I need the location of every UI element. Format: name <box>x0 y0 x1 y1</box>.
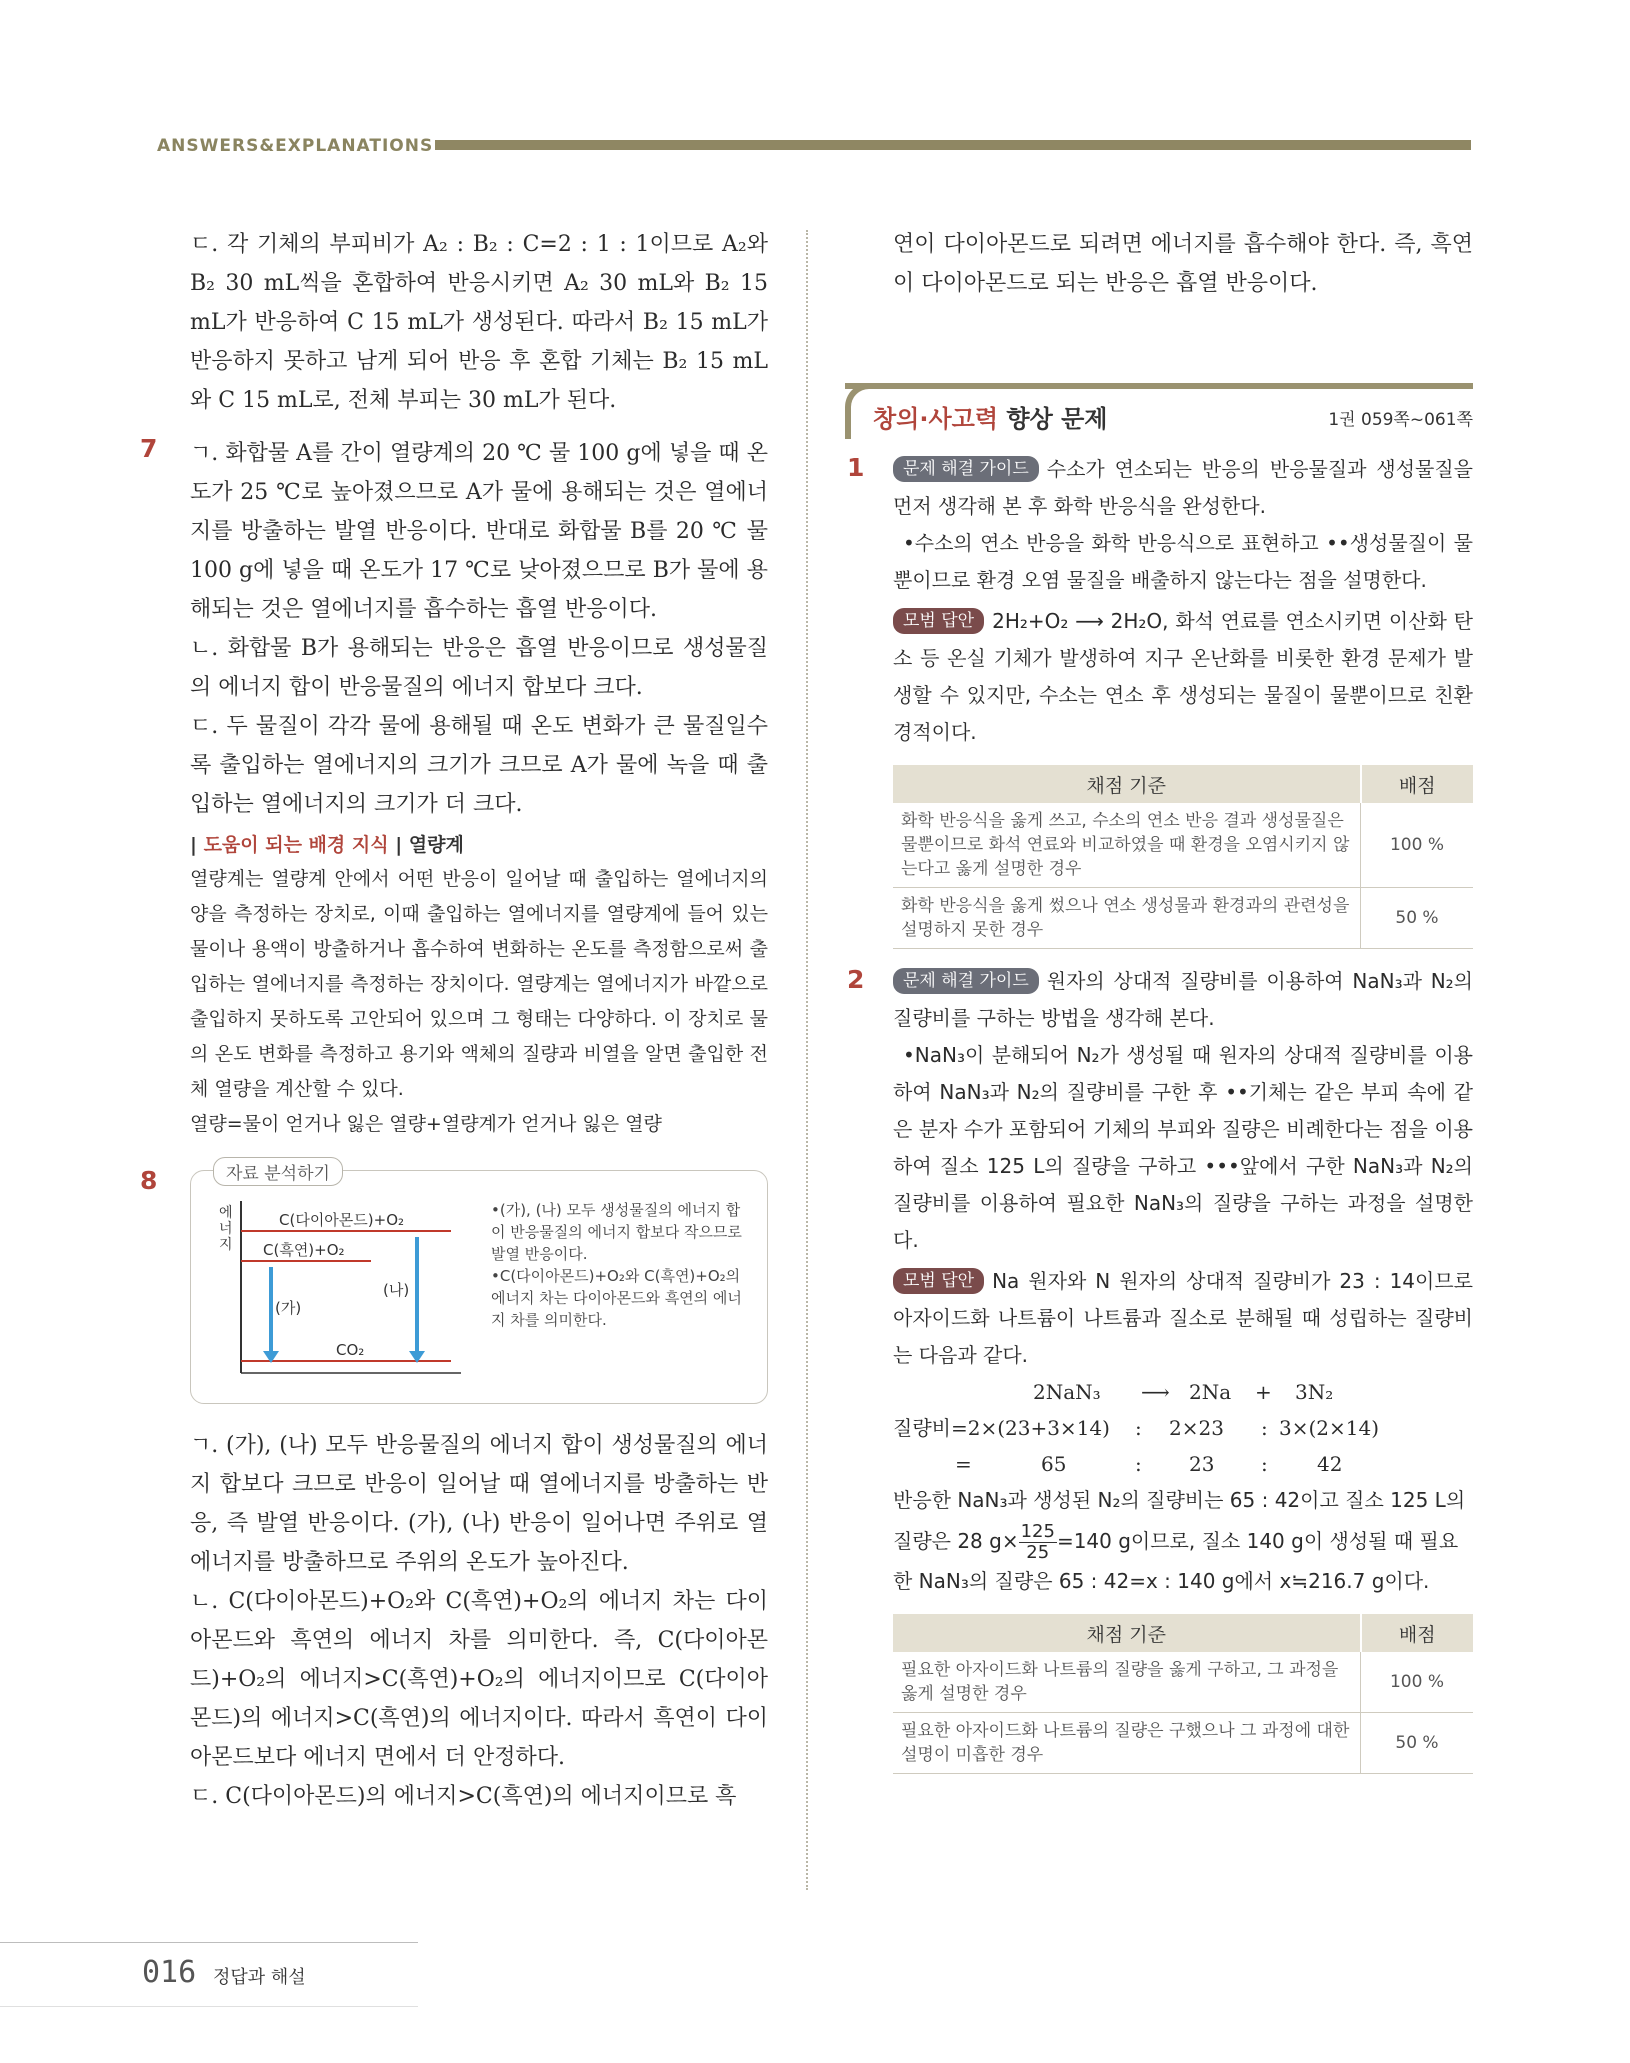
note-2: •C(다이아몬드)+O₂와 C(흑연)+O₂의 에너지 차는 다이아몬드와 흑연의 에너지 차를 의미한다. <box>491 1267 742 1329</box>
eq-row-3 <box>893 1446 1473 1482</box>
table-row <box>893 888 1473 949</box>
cq1-guide-steps: •수소의 연소 반응을 화학 반응식으로 표현하고 ••생성물질이 물뿐이므로 환경 오염 물질을 배출하지 않는다는 점을 설명한다. <box>893 531 1473 592</box>
score-cell: 100 % <box>1361 803 1474 888</box>
eq-equals: = <box>955 1452 972 1476</box>
q8-c: ㄷ. C(다이아몬드)의 에너지>C(흑연)의 에너지이므로 흑 <box>190 1784 737 1809</box>
energy-axis-label-1: 에 <box>219 1205 233 1221</box>
section-header <box>873 383 1473 439</box>
eq-product-n2: 3N₂ <box>1295 1380 1334 1404</box>
section-title <box>873 399 1108 434</box>
eq-row-1 <box>893 1374 1473 1410</box>
frac-num: 125 <box>1020 1521 1055 1542</box>
helper-prefix: | <box>190 834 204 856</box>
section-header-curve <box>845 383 869 439</box>
page-header <box>157 132 1473 162</box>
data-analysis-box <box>190 1164 768 1404</box>
helper-body: 열량계는 열량계 안에서 어떤 반응이 일어날 때 출입하는 열에너지의 양을 측정하는 장치로, 이때 출입하는 열에너지를 열량계에 들어 있는 물이나 용액이 방출하거나 흡수하여 변화하는 온도를 측정함으로써 출입하는 열에너지를 측정하는 장치이다. 열량계는 열에너지가 바깥으로 출입하지 못하도록 고안되어 있으며 그 형태는 다양하다. 이 장치로 물의 온도 변화를 측정하고 용기와 액체의 질량과 비열을 알면 출입한 전체 열량을 계산할 수 있다. <box>190 868 768 1100</box>
eq-ratio-n2: 3×(2×14) <box>1279 1416 1380 1440</box>
footer-page-number: 016 <box>142 1955 197 1990</box>
model-badge: 모범 답안 <box>893 608 984 634</box>
guide-badge: 문제 해결 가이드 <box>893 456 1039 482</box>
q7-number: 7 <box>140 434 158 463</box>
eq-ratio-na: 2×23 <box>1169 1416 1224 1440</box>
table-header-row <box>893 765 1473 803</box>
creative-question-1 <box>847 451 1473 949</box>
helper-label: 도움이 되는 배경 지식 <box>203 834 389 856</box>
score-cell: 50 % <box>1361 888 1474 949</box>
eq-arrow: ⟶ <box>1141 1380 1170 1404</box>
cq1-number: 1 <box>847 453 865 482</box>
cq1-model <box>893 603 1473 751</box>
cq1-guide-text: 수소가 연소되는 반응의 반응물질과 생성물질을 먼저 생각해 본 후 화학 반응식을 완성한다. <box>893 457 1473 518</box>
q8-explanations <box>190 1426 768 1816</box>
q7-c: ㄷ. 두 물질이 각각 물에 용해될 때 온도 변화가 큰 물질일수록 출입하는 열에너지의 크기가 크므로 A가 물에 녹을 때 출입하는 열에너지의 크기가 더 크다. <box>190 714 768 817</box>
q8-a: ㄱ. (가), (나) 모두 반응물질의 에너지 합이 생성물질의 에너지 합보다 크므로 반응이 일어날 때 열에너지를 방출하는 반응, 즉 발열 반응이다. (가), (나) 반응이 일어나면 주위로 열에너지를 방출하므로 주위의 온도가 높아진다. <box>190 1433 768 1575</box>
fraction <box>1019 1522 1057 1563</box>
note-1: •(가), (나) 모두 생성물질의 에너지 합이 반응물질의 에너지 합보다 작으므로 발열 반응이다. <box>491 1201 742 1263</box>
table-header-score: 배점 <box>1361 1614 1474 1652</box>
table-header-score: 배점 <box>1361 765 1474 803</box>
left-column <box>140 225 768 1816</box>
helper-topic: | 열량계 <box>388 834 464 856</box>
guide-badge: 문제 해결 가이드 <box>893 968 1039 994</box>
section-header-bar <box>845 383 1473 389</box>
q8-number: 8 <box>140 1166 158 1195</box>
q6-c-explanation: ㄷ. 각 기체의 부피비가 A₂ : B₂ : C=2 : 1 : 1이므로 A₂와 B₂ 30 mL씩을 혼합하여 반응시키면 A₂ 30 mL와 B₂ 15 mL가 반응하여 C 15 mL가 생성된다. 따라서 B₂ 15 mL가 반응하지 못하고 남게 되어 반응 후 혼합 기체는 B₂ 15 mL와 C 15 mL로, 전체 부피는 30 mL가 된다. <box>190 232 768 413</box>
cq1-grading-table <box>893 765 1473 949</box>
cq1-guide <box>893 451 1473 525</box>
section-title-rest: 향상 문제 <box>998 405 1108 433</box>
table-row <box>893 1652 1473 1713</box>
header-title: ANSWERS&EXPLANATIONS <box>157 136 434 156</box>
question-8 <box>140 1164 768 1816</box>
mass-ratio-equation <box>893 1374 1473 1482</box>
q8-b: ㄴ. C(다이아몬드)+O₂와 C(흑연)+O₂의 에너지 차는 다이아몬드와 흑연의 에너지 차를 의미한다. 즉, C(다이아몬드)+O₂의 에너지>C(흑연)+O₂의 에너지이므로 C(다이아몬드)의 에너지>C(흑연)의 에너지이다. 따라서 흑연이 다이아몬드보다 에너지 면에서 더 안정하다. <box>190 1589 768 1770</box>
energy-axis-label-2: 너 <box>219 1221 233 1237</box>
footer-line-bottom <box>0 2006 418 2007</box>
eq-reactant: 2NaN₃ <box>1033 1380 1101 1404</box>
cq2-model-text: Na 원자와 N 원자의 상대적 질량비가 23 : 14이므로 아자이드화 나트륨이 나트륨과 질소로 분해될 때 성립하는 질량비는 다음과 같다. <box>893 1269 1473 1367</box>
q7-b: ㄴ. 화합물 B가 용해되는 반응은 흡열 반응이므로 생성물질의 에너지 합이 반응물질의 에너지 합보다 크다. <box>190 636 768 700</box>
creative-question-2 <box>847 963 1473 1774</box>
cq2-number: 2 <box>847 965 865 994</box>
criteria-cell: 필요한 아자이드화 나트륨의 질량은 구했으나 그 과정에 대한 설명이 미흡한 경우 <box>893 1713 1361 1774</box>
table-header-row <box>893 1614 1473 1652</box>
model-badge: 모범 답안 <box>893 1268 984 1294</box>
eq-product-na: 2Na <box>1189 1380 1232 1404</box>
eq-sep: : <box>1135 1452 1142 1476</box>
eq-row-2 <box>893 1410 1473 1446</box>
table-header-criteria: 채점 기준 <box>893 765 1361 803</box>
frac-den: 25 <box>1026 1542 1050 1563</box>
cq2-model-cont: 반응한 NaN₃과 생성된 N₂의 질량비는 65 : 42이고 질소 125 L의 <box>893 1488 1466 1512</box>
label-diamond: C(다이아몬드)+O₂ <box>279 1211 405 1229</box>
cq2-fraction-line <box>893 1519 1473 1563</box>
right-column <box>847 225 1473 1774</box>
frac-pre: 질량은 28 g× <box>893 1529 1019 1553</box>
header-bar <box>435 140 1471 150</box>
table-header-criteria: 채점 기준 <box>893 1614 1361 1652</box>
eq-sep: : <box>1135 1416 1142 1440</box>
label-arrow-a: (가) <box>275 1299 302 1317</box>
eq-sep: : <box>1261 1416 1268 1440</box>
question-7 <box>140 434 768 1142</box>
cq2-guide <box>893 963 1473 1037</box>
cq2-grading-table <box>893 1614 1473 1774</box>
section-title-highlight: 창의·사고력 <box>873 405 999 433</box>
eq-sep: : <box>1261 1452 1268 1476</box>
label-graphite: C(흑연)+O₂ <box>263 1241 345 1259</box>
diagram-notes <box>491 1199 753 1331</box>
cq1-model-text: 2H₂+O₂ ⟶ 2H₂O, 화석 연료를 연소시키면 이산화 탄소 등 온실 기체가 발생하여 지구 온난화를 비롯한 환경 문제가 발생할 수 있지만, 수소는 연소 후 생성되는 물질이 물뿐이므로 친환경적이다. <box>893 609 1473 744</box>
eq-plus: + <box>1255 1380 1272 1404</box>
label-co2: CO₂ <box>336 1341 365 1359</box>
column-divider <box>806 230 808 1890</box>
helper-formula: 열량=물이 얻거나 잃은 열량+열량계가 얻거나 잃은 열량 <box>190 1113 662 1135</box>
criteria-cell: 화학 반응식을 옳게 썼으나 연소 생성물과 환경과의 관련성을 설명하지 못한 경우 <box>893 888 1361 949</box>
footer-label: 정답과 해설 <box>213 1967 306 1988</box>
cq2-guide-text: 원자의 상대적 질량비를 이용하여 NaN₃과 N₂의 질량비를 구하는 방법을 생각해 본다. <box>893 969 1473 1030</box>
helper-title <box>190 828 768 862</box>
table-row <box>893 1713 1473 1774</box>
label-arrow-b: (나) <box>383 1281 410 1299</box>
eq-value-na: 23 <box>1189 1452 1215 1476</box>
energy-diagram <box>211 1195 461 1385</box>
table-row <box>893 803 1473 888</box>
criteria-cell: 필요한 아자이드화 나트륨의 질량을 옳게 구하고, 그 과정을 옳게 설명한 경우 <box>893 1652 1361 1713</box>
q8-c-continued: 연이 다이아몬드로 되려면 에너지를 흡수해야 한다. 즉, 흑연이 다이아몬드로 되는 반응은 흡열 반응이다. <box>893 232 1473 296</box>
criteria-cell: 화학 반응식을 옳게 쓰고, 수소의 연소 반응 결과 생성물질은 물뿐이므로 화석 연료와 비교하였을 때 환경을 오염시키지 않는다고 옳게 설명한 경우 <box>893 803 1361 888</box>
cq2-model-result: 한 NaN₃의 질량은 65 : 42=x : 140 g에서 x≒216.7 g이다. <box>893 1569 1430 1593</box>
q7-a: ㄱ. 화합물 A를 간이 열량계의 20 ℃ 물 100 g에 넣을 때 온도가 25 ℃로 높아졌으므로 A가 물에 용해되는 것은 열에너지를 방출하는 발열 반응이다. 반대로 화합물 B를 20 ℃ 물 100 g에 넣을 때 온도가 17 ℃로 낮아졌으므로 B가 물에 용해되는 것은 열에너지를 흡수하는 흡열 반응이다. <box>190 441 768 622</box>
data-tag: 자료 분석하기 <box>213 1157 343 1186</box>
eq-value-nan3: 65 <box>1041 1452 1067 1476</box>
score-cell: 100 % <box>1361 1652 1474 1713</box>
footer-line <box>0 1942 418 1943</box>
eq-value-n2: 42 <box>1317 1452 1343 1476</box>
eq-ratio-label: 질량비=2×(23+3×14) <box>893 1416 1110 1440</box>
cq2-model <box>893 1263 1473 1374</box>
section-pages: 1권 059쪽~061쪽 <box>1328 410 1473 430</box>
energy-axis-label-3: 지 <box>219 1237 233 1253</box>
score-cell: 50 % <box>1361 1713 1474 1774</box>
cq2-guide-steps: •NaN₃이 분해되어 N₂가 생성될 때 원자의 상대적 질량비를 이용하여 NaN₃과 N₂의 질량비를 구한 후 ••기체는 같은 부피 속에 같은 분자 수가 포함되어 기체의 부피와 질량은 비례한다는 점을 이용하여 질소 125 L의 질량을 구하고 •••앞에서 구한 NaN₃과 N₂의 질량비를 이용하여 필요한 NaN₃의 질량을 구하는 과정을 설명한다. <box>893 1043 1473 1252</box>
frac-post: =140 g이므로, 질소 140 g이 생성될 때 필요 <box>1056 1529 1459 1553</box>
